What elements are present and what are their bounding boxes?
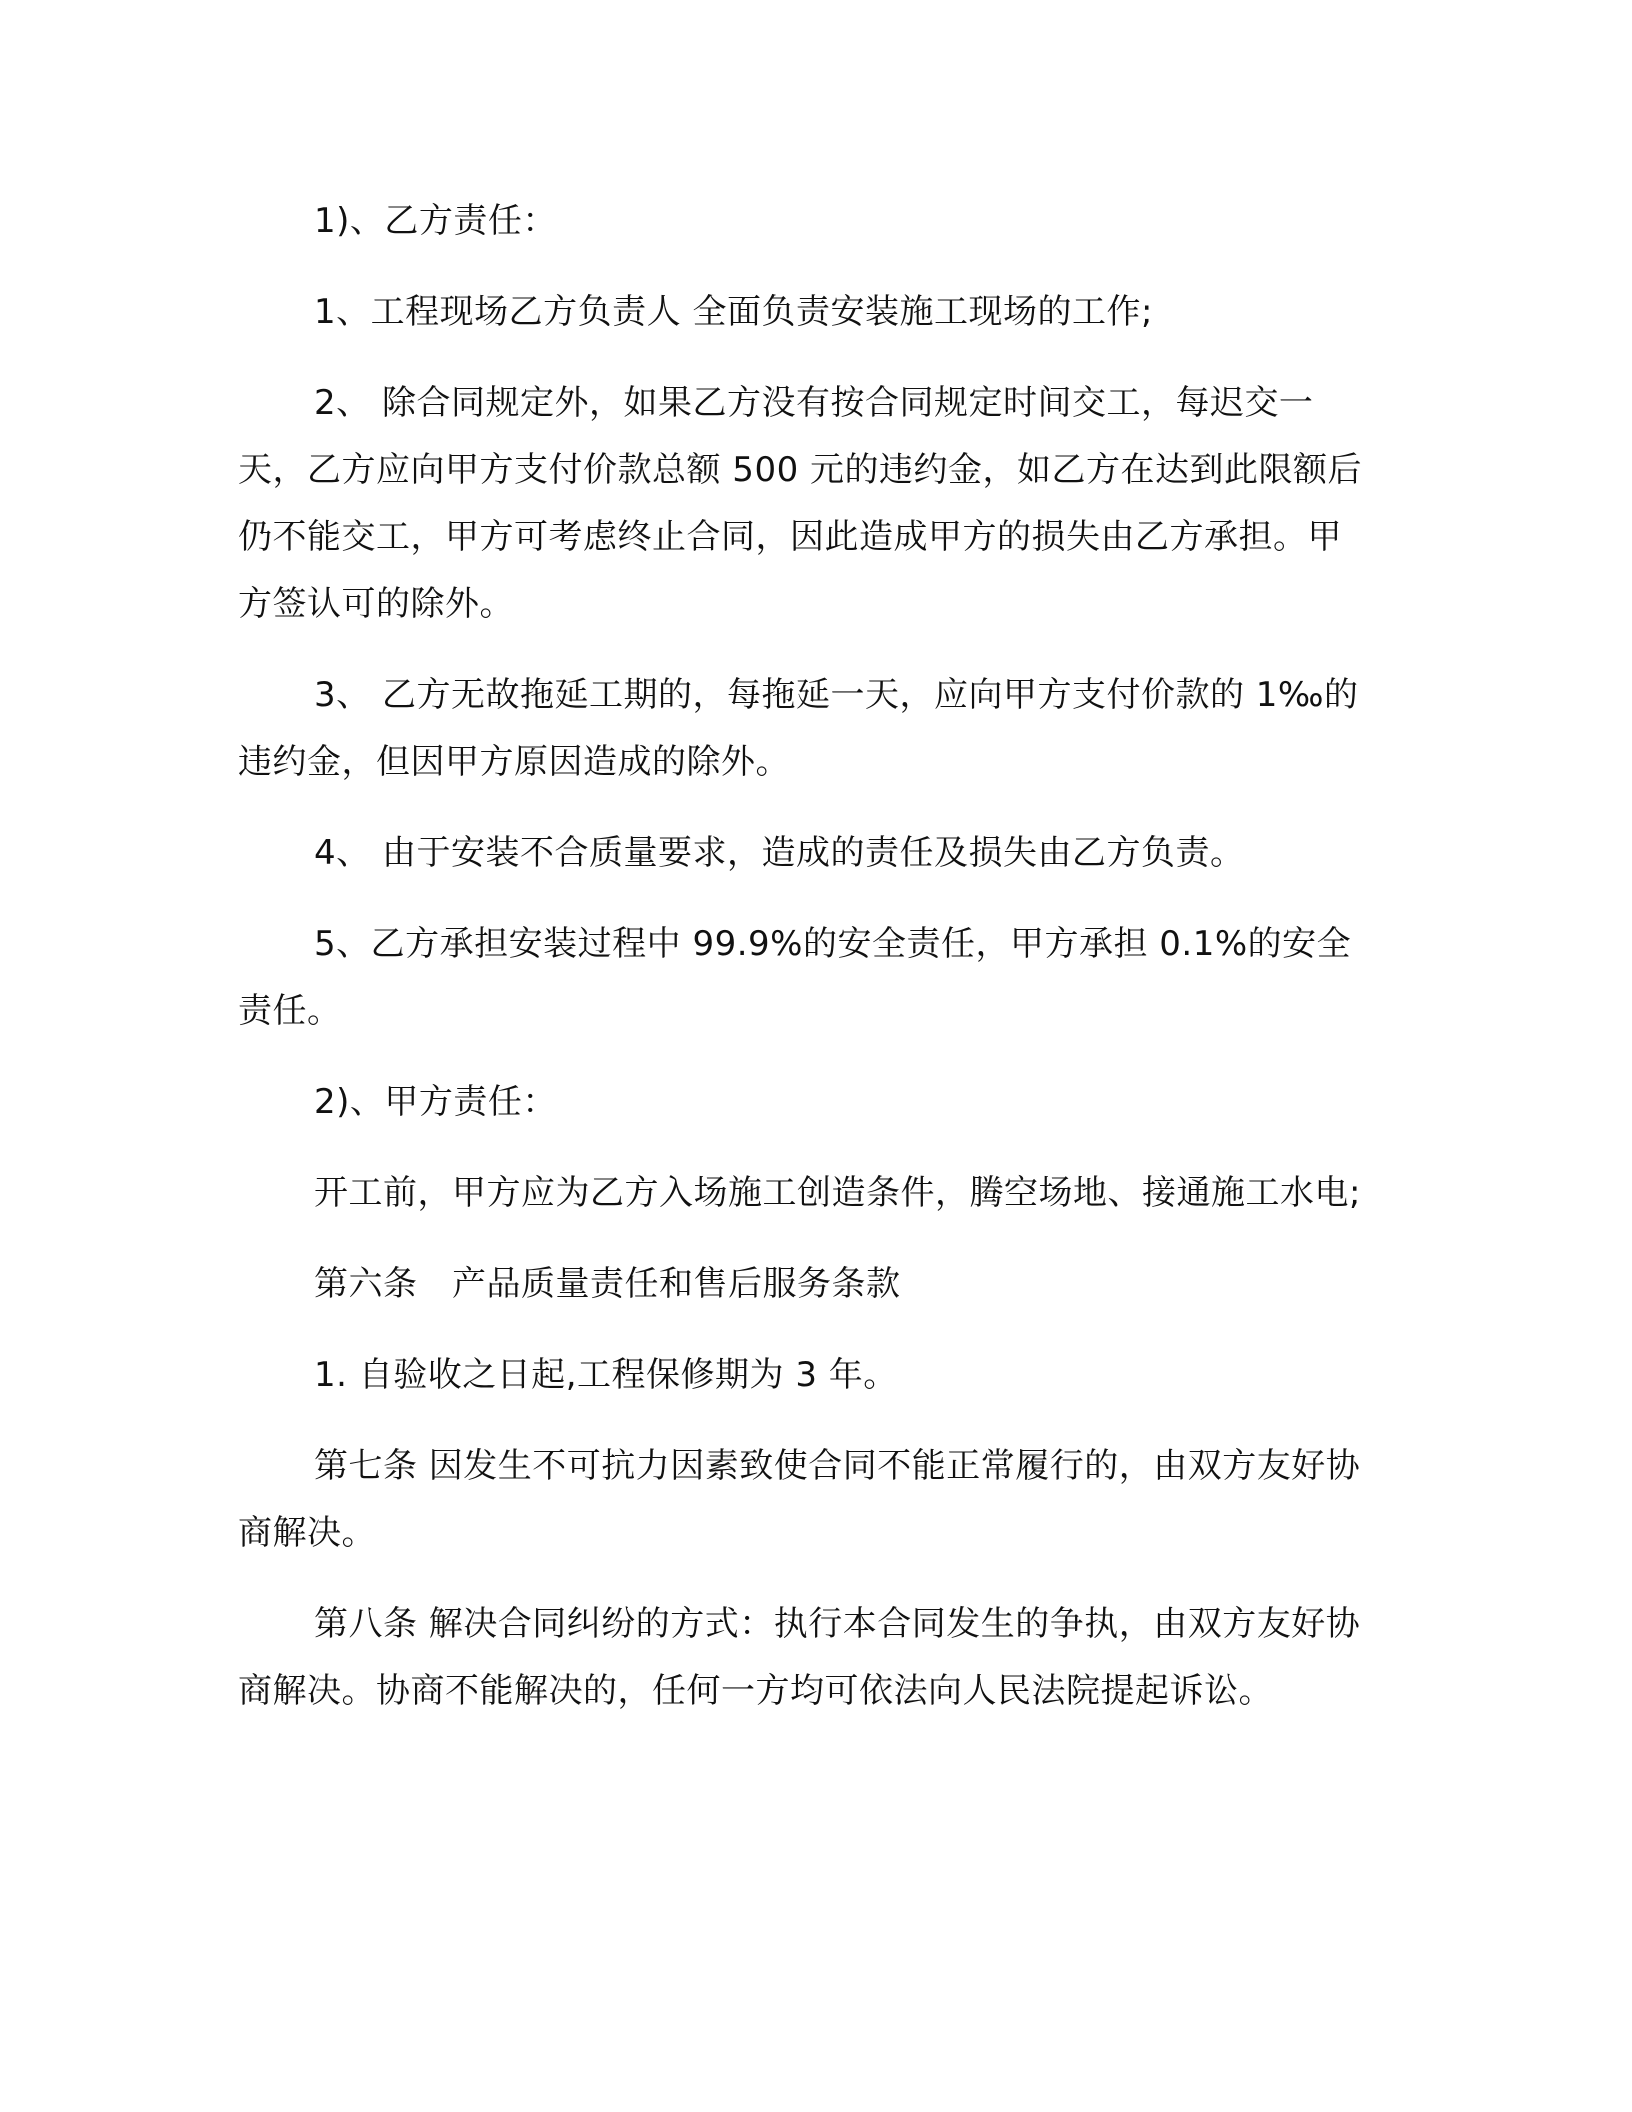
paragraph-item-4: 4、 由于安装不合质量要求，造成的责任及损失由乙方负责。	[314, 833, 1245, 873]
document-body	[238, 188, 1374, 1749]
paragraph-article-8: 第八条 解决合同纠纷的方式：执行本合同发生的争执，由双方友好协商解决。协商不能解决的，任何一方均可依法向人民法院提起诉讼。	[238, 1604, 1361, 1711]
paragraph-item-5: 5、乙方承担安装过程中 99.9%的安全责任，甲方承担 0.1%的安全责任。	[238, 924, 1352, 1031]
paragraph-item-2: 2、 除合同规定外，如果乙方没有按合同规定时间交工，每迟交一天，乙方应向甲方支付价款总额 500 元的违约金，如乙方在达到此限额后仍不能交工，甲方可考虑终止合同，因此造成甲方的损失由乙方承担。甲方签认可的除外。	[238, 383, 1363, 624]
paragraph-warranty: 1. 自验收之日起,工程保修期为 3 年。	[314, 1355, 898, 1395]
paragraph-party-a-duty: 开工前，甲方应为乙方入场施工创造条件，腾空场地、接通施工水电;	[314, 1173, 1361, 1213]
paragraph-party-b-responsibility-heading: 1)、乙方责任：	[314, 201, 557, 241]
paragraph-item-1: 1、工程现场乙方负责人 全面负责安装施工现场的工作;	[314, 292, 1153, 332]
paragraph-item-3: 3、 乙方无故拖延工期的，每拖延一天，应向甲方支付价款的 1‰的违约金，但因甲方原因造成的除外。	[238, 675, 1359, 782]
paragraph-article-6: 第六条 产品质量责任和售后服务条款	[314, 1264, 901, 1304]
paragraph-article-7: 第七条 因发生不可抗力因素致使合同不能正常履行的，由双方友好协商解决。	[238, 1446, 1361, 1553]
paragraph-party-a-responsibility-heading: 2)、甲方责任：	[314, 1082, 557, 1122]
